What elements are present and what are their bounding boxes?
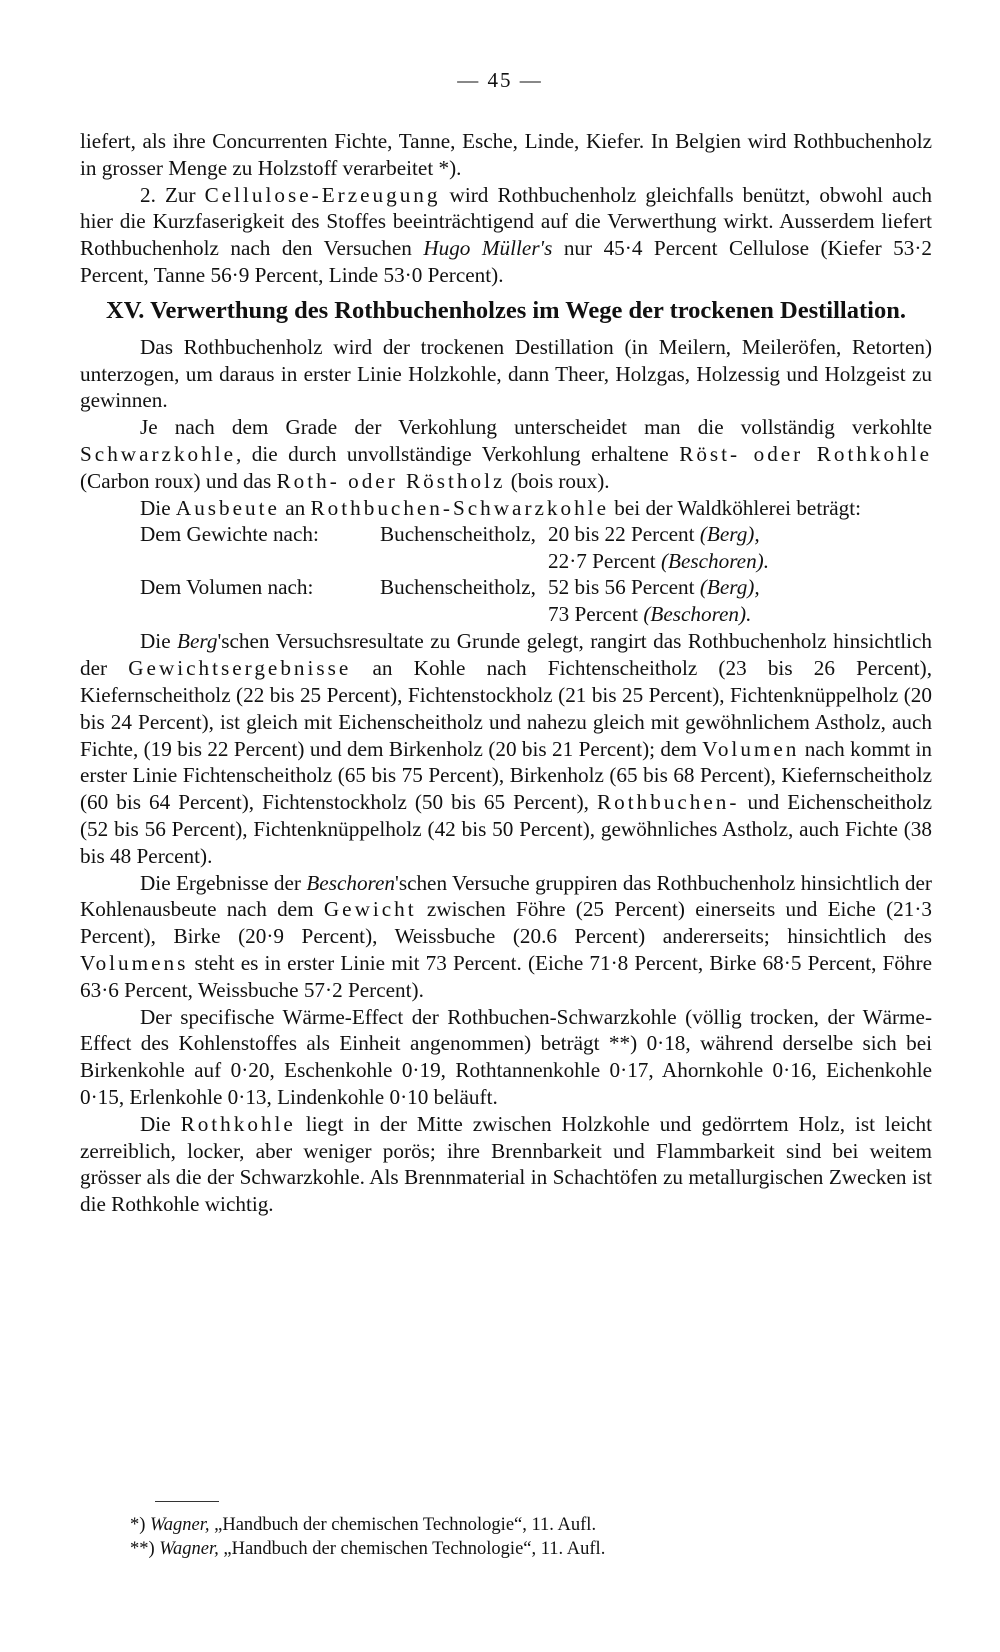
spaced-text: Ausbeute <box>175 495 280 520</box>
spaced-text: Schwarzkohle <box>80 441 237 466</box>
yield-label: Dem Gewichte nach: <box>140 522 319 547</box>
yield-author: (Berg), <box>699 522 760 547</box>
text-run: Das Rothbuchenholz wird der trockenen Destillation (in Meilern, Meileröfen, Retorten) unterzogen, um daraus in erster Linie Holzkohle, dann Theer, Holzgas, Holzessig und Holzgeist zu gewinnen. <box>80 334 932 413</box>
yield-amount: 20 bis 22 Percent <box>548 522 695 547</box>
text-run: wird Rothbuchenholz gleichfalls benützt, obwohl auch hier die Kurzfaserigkeit des Stoffes beeinträchtigend auf die Verwerthung wirkt. Ausserdem liefert Rothbuchenholz nach den Versuchen <box>80 182 933 261</box>
paragraph <box>80 628 932 869</box>
yield-source: Buchenscheitholz, <box>380 575 536 600</box>
text-run: liegt in der Mitte zwischen Holzkohle und gedörrtem Holz, ist leicht zerreiblich, locker, aber weniger porös; ihre Brennbarkeit und Flammbarkeit sind bei weitem grösser als die der Schwarzkohle. Als Brennmaterial in Schachtöfen zu metallurgischen Zwecken ist die Rothkohle wichtig. <box>80 1111 932 1217</box>
footnote-text: „Handbuch der chemischen Technologie“, 11. Aufl. <box>209 1515 597 1535</box>
paragraph <box>80 1111 932 1218</box>
text-run: liefert, als ihre Concurrenten Fichte, Tanne, Esche, Linde, Kiefer. In Belgien wird Rothbuchenholz in grosser Menge zu Holzstoff verarbeitet *). <box>80 129 932 180</box>
paragraph <box>80 1004 932 1111</box>
text-run: bei der Waldköhlerei beträgt: <box>608 495 862 520</box>
yield-row <box>80 548 932 575</box>
spaced-text: Rothbuchen- <box>597 790 740 815</box>
footnote-1 <box>130 1514 596 1536</box>
italic-text: Beschoren <box>306 870 395 895</box>
spaced-text: Cellulose-Erzeugung <box>204 182 441 207</box>
footnote-author: Wagner, <box>159 1539 219 1559</box>
text-run: 'schen Versuche gruppiren das Rothbuchenholz hinsichtlich der Kohlenausbeute nach dem <box>80 870 932 922</box>
yield-author: (Beschoren). <box>660 549 770 574</box>
yield-value <box>548 521 760 548</box>
text-run: , die durch unvollständige Verkohlung erhaltene <box>236 441 680 466</box>
text-run: zwischen Föhre (25 Percent) einerseits und Eiche (21·3 Percent), Birke (20·9 Percent), Weissbuche (20.6 Percent) andererseits; hinsichtlich des <box>80 897 932 949</box>
italic-text: Hugo Müller's <box>423 236 553 261</box>
yield-amount: 22·7 Percent <box>548 549 656 574</box>
text-run: an Kohle nach Fichtenscheitholz (23 bis 26 Percent), Kiefernscheitholz (22 bis 25 Percent), Fichtenstockholz (21 bis 25 Percent), Fichtenknüppelholz (20 bis 24 Percent), ist gleich mit Eichenscheitholz und nahezu gleich mit gewöhnlichem Astholz, auch Fichte, (19 bis 22 Percent) und dem Birkenholz (20 bis 21 Percent); dem <box>80 656 932 761</box>
yield-amount: 52 bis 56 Percent <box>548 575 695 600</box>
spaced-text: Röst- oder Rothkohle <box>679 441 932 466</box>
text-run: Die <box>140 629 178 654</box>
spaced-text: Gewicht <box>323 897 417 922</box>
paragraph <box>80 495 932 522</box>
yield-label: Dem Volumen nach: <box>140 575 314 600</box>
section-heading: XV. Verwerthung des Rothbuchenholzes im Wege der trockenen Destillation. <box>106 296 906 324</box>
footnote-text: „Handbuch der chemischen Technologie“, 11. Aufl. <box>218 1539 606 1559</box>
spaced-text: Rothkohle <box>180 1111 296 1136</box>
footnote-rule <box>155 1501 219 1502</box>
text-run: 2. Zur <box>140 182 205 207</box>
text-run: (Carbon roux) und das <box>80 468 277 493</box>
text-run: an <box>279 495 311 520</box>
paragraph <box>80 414 932 494</box>
spaced-text: Volumens <box>80 950 189 975</box>
yield-author: (Berg), <box>699 575 760 600</box>
text-run: Die <box>140 1111 181 1136</box>
text-run: Je nach dem Grade der Verkohlung unterscheidet man die vollständig verkohlte <box>140 415 932 440</box>
yield-amount: 73 Percent <box>548 602 639 627</box>
main-text <box>80 128 932 1218</box>
yield-value <box>548 601 751 628</box>
spaced-text: Roth- oder Röstholz <box>276 468 506 493</box>
footnote-2 <box>130 1538 605 1560</box>
text-run: Die <box>140 495 176 520</box>
yield-row <box>80 574 932 601</box>
footnote-mark: **) <box>130 1539 155 1559</box>
text-run: und Eichenscheitholz (52 bis 56 Percent), Fichtenknüppelholz (42 bis 50 Percent), gewöhnliches Astholz, auch Fichte (38 bis 48 Percent). <box>80 790 932 868</box>
yield-author: (Beschoren). <box>643 602 752 627</box>
yield-table <box>80 521 932 628</box>
text-run: 'schen Versuchsresultate zu Grunde gelegt, rangirt das Rothbuchenholz hinsichtlich der <box>80 629 932 681</box>
footnote-mark: *) <box>130 1515 146 1535</box>
footnote-author: Wagner, <box>150 1515 210 1535</box>
yield-row <box>80 601 932 628</box>
yield-value <box>548 548 769 575</box>
page-number: — 45 — <box>457 68 543 92</box>
yield-value <box>548 574 760 601</box>
spaced-text: Rothbuchen-Schwarzkohle <box>310 495 609 520</box>
italic-text: Berg <box>177 629 218 654</box>
text-run: nach kommt in erster Linie Fichtenscheitholz (65 bis 75 Percent), Birkenholz (65 bis 68 Percent), Kiefernscheitholz (60 bis 64 Percent), Fichtenstockholz (50 bis 65 Percent), <box>80 736 932 815</box>
spaced-text: Volumen <box>702 736 800 761</box>
paragraph <box>80 182 932 289</box>
spaced-text: Gewichtsergebnisse <box>128 656 352 681</box>
yield-row <box>80 521 932 548</box>
text-run: Die Ergebnisse der <box>140 870 307 895</box>
paragraph <box>80 128 932 182</box>
text-run: steht es in erster Linie mit 73 Percent. (Eiche 71·8 Percent, Birke 68·5 Percent, Föhre 63·6 Percent, Weissbuche 57·2 Percent). <box>80 950 932 1002</box>
paragraph <box>80 870 932 1004</box>
text-run: Der specifische Wärme-Effect der Rothbuchen-Schwarzkohle (völlig trocken, der Wärme-Effect des Kohlenstoffes als Einheit angenommen) beträgt **) 0·18, während derselbe sich bei Birkenkohle auf 0·20, Eschenkohle 0·19, Rothtannenkohle 0·17, Ahornkohle 0·16, Eichenkohle 0·15, Erlenkohle 0·13, Lindenkohle 0·10 beläuft. <box>80 1004 932 1109</box>
yield-source: Buchenscheitholz, <box>380 522 536 547</box>
paragraph <box>80 334 932 414</box>
text-run: (bois roux). <box>505 468 610 493</box>
text-run: nur 45·4 Percent Cellulose (Kiefer 53·2 Percent, Tanne 56·9 Percent, Linde 53·0 Percent). <box>80 236 932 287</box>
